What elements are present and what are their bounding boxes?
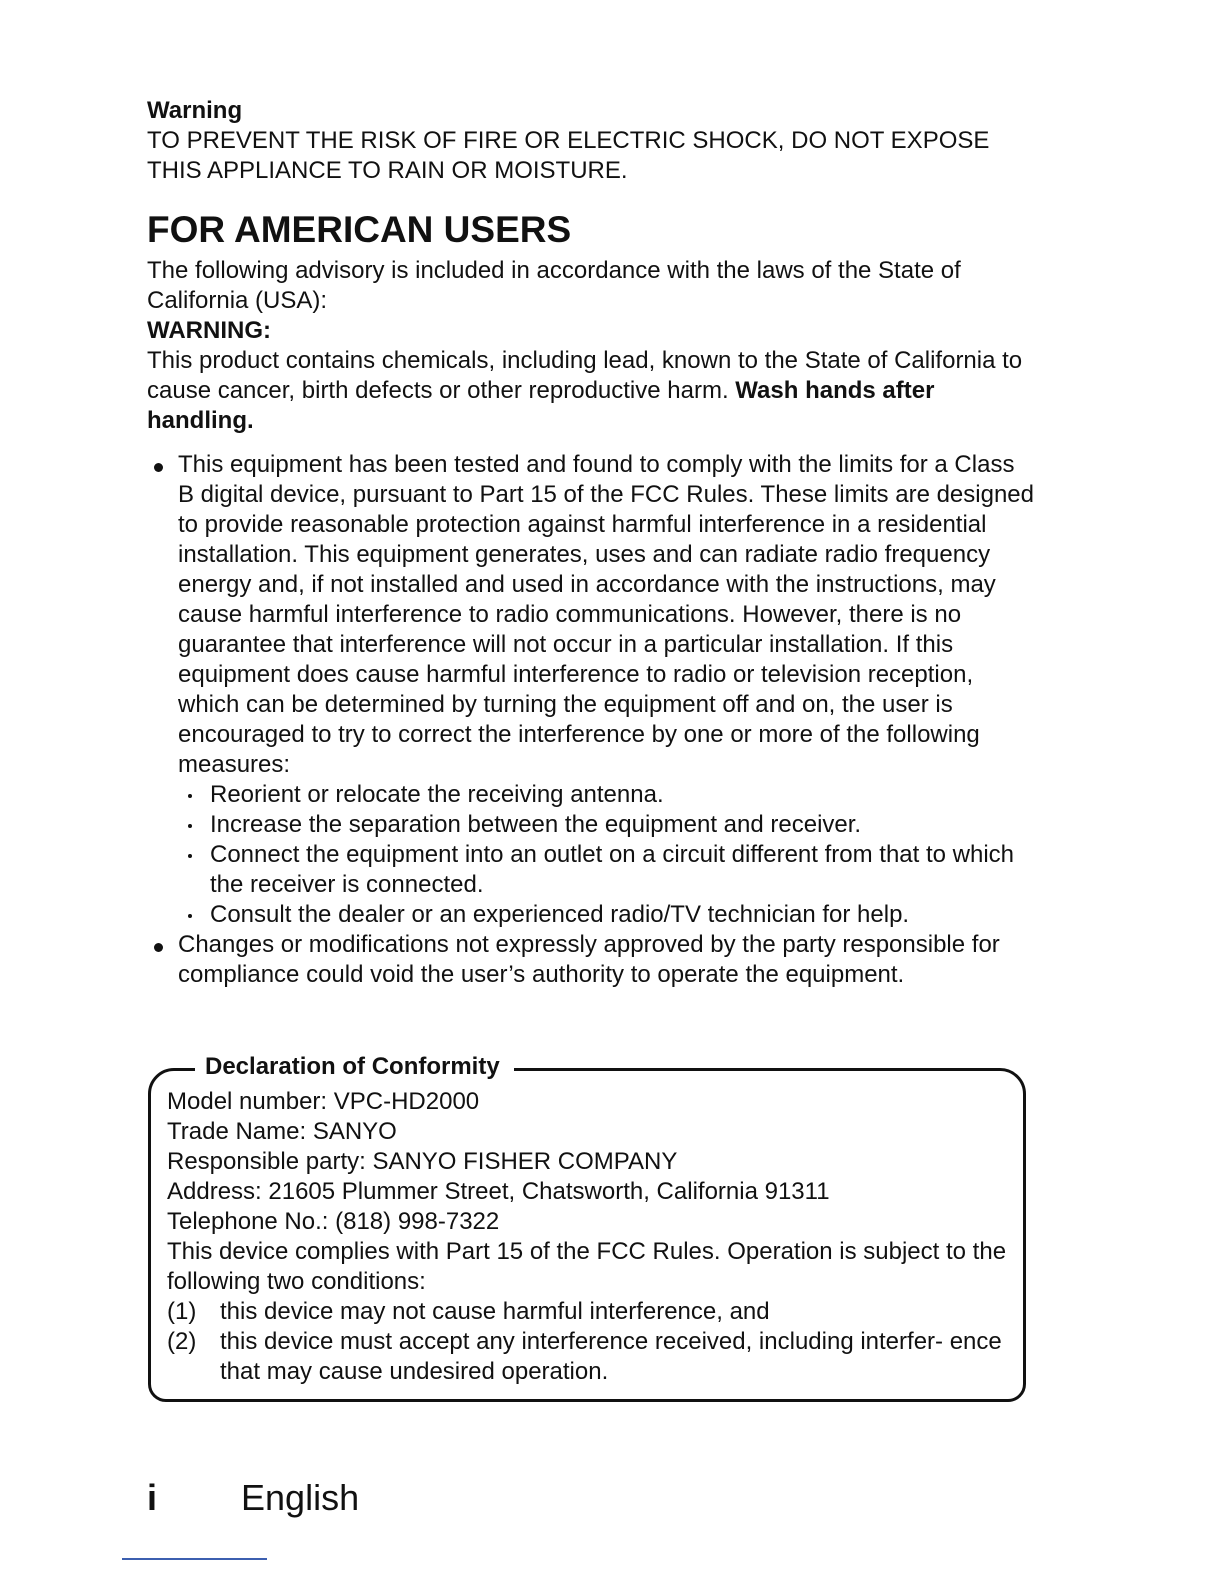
measures-list bbox=[178, 780, 1037, 930]
chemicals-statement: This product contains chemicals, including lead, known to the State of California to cause cancer, birth defects or other reproductive harm. bbox=[147, 347, 1023, 404]
telephone: Telephone No.: (818) 998-7322 bbox=[167, 1208, 500, 1235]
measure-text: Increase the separation between the equipment and receiver. bbox=[210, 811, 862, 838]
condition-text: this device must accept any interference received, including interfer- ence that may cause undesired operation. bbox=[220, 1328, 1002, 1385]
model-number: Model number: VPC-HD2000 bbox=[167, 1088, 480, 1115]
fcc-bullet-compliance bbox=[147, 450, 1037, 930]
warning-text: TO PREVENT THE RISK OF FIRE OR ELECTRIC SHOCK, DO NOT EXPOSE THIS APPLIANCE TO RAIN OR MOISTURE. bbox=[147, 127, 990, 184]
measure-text: Reorient or relocate the receiving antenna. bbox=[210, 781, 664, 808]
condition-number: (2) bbox=[167, 1328, 197, 1355]
small-bullet-icon bbox=[188, 854, 192, 858]
condition-item bbox=[167, 1297, 1017, 1327]
fcc-compliance-text: This equipment has been tested and found to comply with the limits for a Class B digital device, pursuant to Part 15 of the FCC Rules. These limits are designed to provide reasonable protection against harmful interference in a residential installation. This equipment generates, uses and can radiate radio frequency energy and, if not installed and used in accordance with the instructions, may cause harmful interference to radio communications. However, there is no guarantee that interference will not occur in a particular installation. If this equipment does cause harmful interference to radio or television reception, which can be determined by turning the equipment off and on, the user is encouraged to try to correct the interference by one or more of the following measures: bbox=[178, 451, 1034, 778]
small-bullet-icon bbox=[188, 794, 192, 798]
wash-hands-statement: Wash hands after handling. bbox=[147, 377, 935, 434]
page-number: i bbox=[147, 1477, 158, 1518]
responsible-party: Responsible party: SANYO FISHER COMPANY bbox=[167, 1148, 678, 1175]
page-footer bbox=[147, 1476, 359, 1520]
bullet-icon bbox=[154, 943, 163, 952]
small-bullet-icon bbox=[188, 824, 192, 828]
compliance-statement: This device complies with Part 15 of the FCC Rules. Operation is subject to the following two conditions: bbox=[167, 1238, 1007, 1295]
address: Address: 21605 Plummer Street, Chatsworth, California 91311 bbox=[167, 1178, 830, 1205]
language-label: English bbox=[241, 1477, 360, 1518]
measure-text: Consult the dealer or an experienced radio/TV technician for help. bbox=[210, 901, 910, 928]
modifications-text: Changes or modifications not expressly approved by the party responsible for compliance could void the user’s authority to operate the equipment. bbox=[178, 931, 1000, 988]
fcc-bullet-list bbox=[147, 450, 1037, 990]
measure-item bbox=[178, 900, 1037, 930]
fcc-bullet-modifications bbox=[147, 930, 1037, 990]
advisory-text: The following advisory is included in accordance with the laws of the State of California (USA): bbox=[147, 257, 961, 314]
warning-label: Warning bbox=[147, 97, 243, 124]
small-bullet-icon bbox=[188, 914, 192, 918]
footer-divider bbox=[122, 1558, 267, 1560]
california-warning-label: WARNING: bbox=[147, 317, 271, 344]
declaration-content bbox=[167, 1087, 1017, 1387]
declaration-title: Declaration of Conformity bbox=[205, 1053, 500, 1080]
condition-number: (1) bbox=[167, 1298, 197, 1325]
condition-item bbox=[167, 1327, 1017, 1387]
declaration-title-wrap bbox=[195, 1049, 514, 1085]
measure-item bbox=[178, 840, 1037, 900]
bullet-icon bbox=[154, 463, 163, 472]
california-warning-text bbox=[147, 346, 1037, 436]
measure-text: Connect the equipment into an outlet on a circuit different from that to which the receiver is connected. bbox=[210, 841, 1015, 898]
trade-name: Trade Name: SANYO bbox=[167, 1118, 397, 1145]
measure-item bbox=[178, 780, 1037, 810]
declaration-box bbox=[148, 1053, 1026, 1402]
condition-text: this device may not cause harmful interference, and bbox=[220, 1298, 770, 1325]
measure-item bbox=[178, 810, 1037, 840]
section-heading: FOR AMERICAN USERS bbox=[147, 209, 572, 250]
document-body bbox=[147, 96, 1047, 990]
